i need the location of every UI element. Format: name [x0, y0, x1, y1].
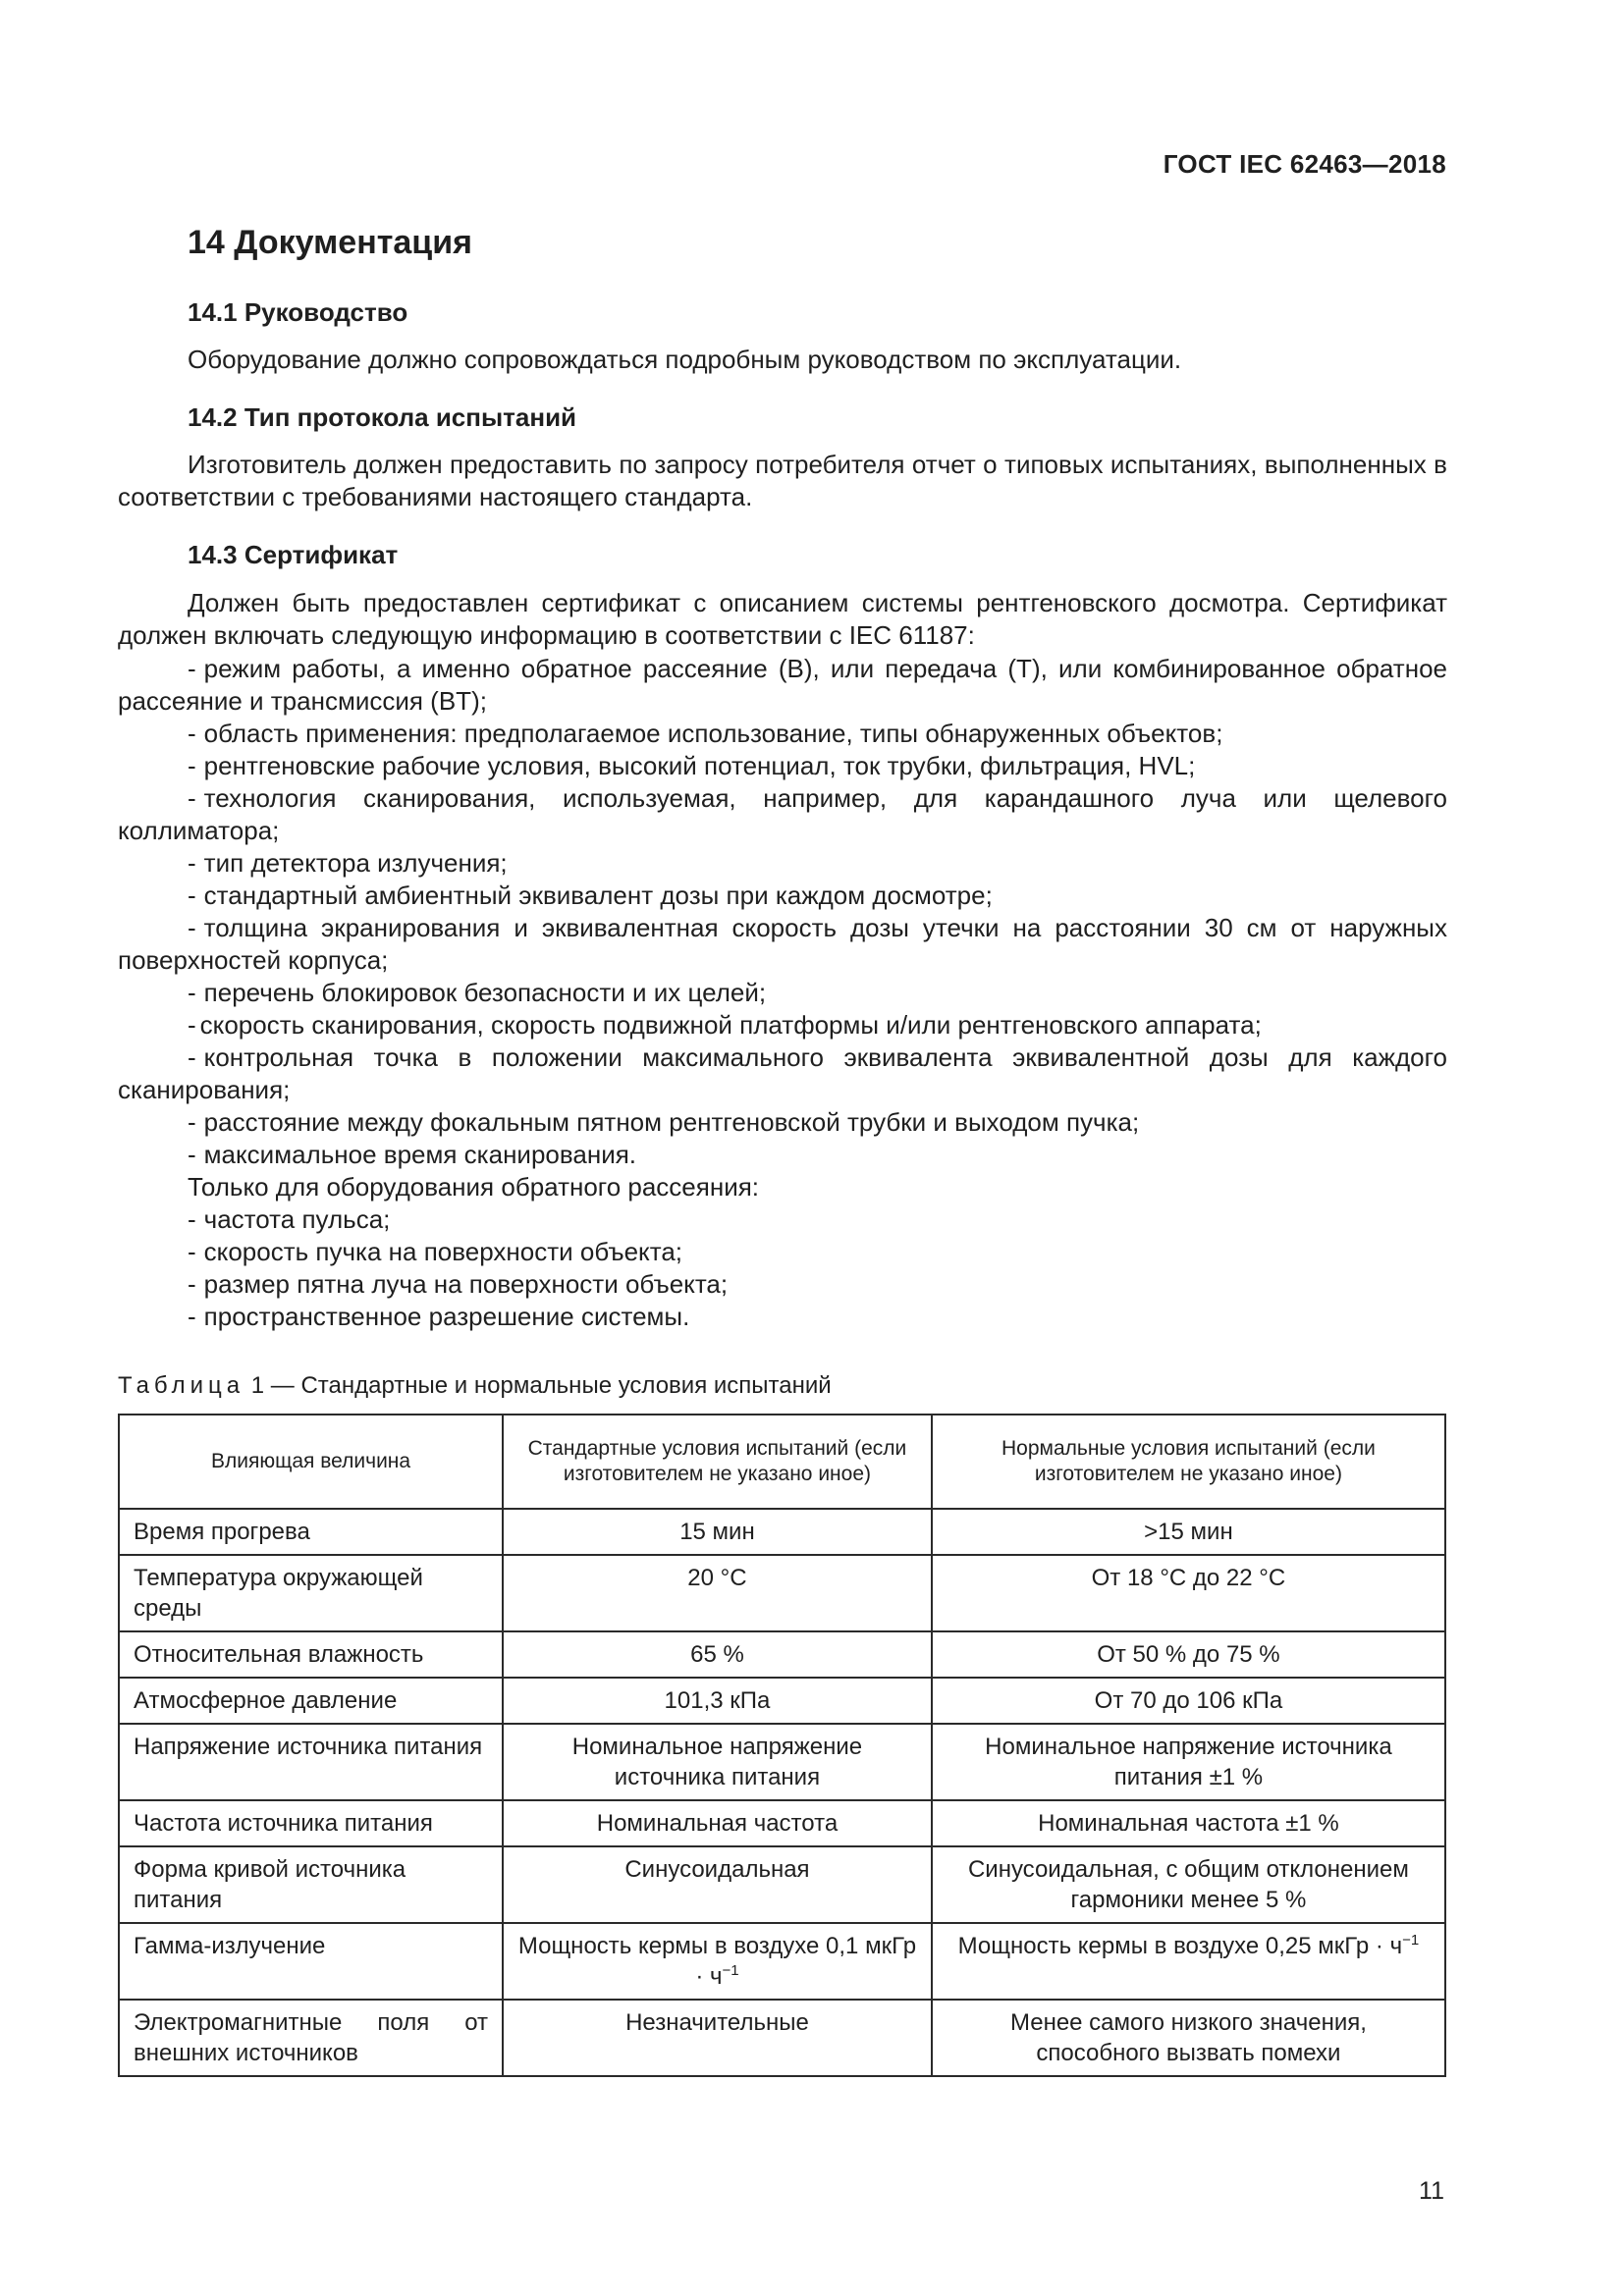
- list-item: - скорость пучка на поверхности объекта;: [188, 1237, 683, 1266]
- table-cell: Синусоидальная, с общим отклонением гармоники менее 5 %: [932, 1846, 1445, 1923]
- subsection-14-2-title: 14.2 Тип протокола испытаний: [188, 402, 577, 432]
- subsection-14-1-title: 14.1 Руководство: [188, 297, 408, 327]
- exponent: −1: [1402, 1932, 1420, 1949]
- table-cell: Напряжение источника питания: [119, 1724, 503, 1800]
- table-cell: Мощность кермы в воздухе 0,25 мкГр · $ч^{-1}$: [932, 1923, 1445, 2000]
- list-item: - область применения: предполагаемое использование, типы обнаруженных объектов;: [188, 719, 1223, 748]
- table-header-row: [119, 1415, 1445, 1509]
- exponent: −1: [722, 1962, 739, 1979]
- standard-code: ГОСТ IEC 62463—2018: [1163, 149, 1446, 179]
- table-row: [119, 1724, 1445, 1800]
- table-cell: От 70 до 106 кПа: [932, 1678, 1445, 1724]
- table-row: [119, 1631, 1445, 1678]
- table-cell: Время прогрева: [119, 1509, 503, 1555]
- list-item: - размер пятна луча на поверхности объекта;: [188, 1269, 729, 1299]
- table-cell: Атмосферное давление: [119, 1678, 503, 1724]
- list-item: - стандартный амбиентный эквивалент дозы при каждом досмотре;: [188, 881, 993, 910]
- table-row: [119, 1678, 1445, 1724]
- table-row: [119, 2000, 1445, 2076]
- table-row: [119, 1555, 1445, 1631]
- table-row: [119, 1800, 1445, 1846]
- list-item: - скорость сканирования, скорость подвижной платформы и/или рентгеновского аппарата;: [188, 1010, 1262, 1040]
- table-caption: [118, 1372, 832, 1400]
- list-item: - максимальное время сканирования.: [188, 1140, 637, 1169]
- table-cell: От 50 % до 75 %: [932, 1631, 1445, 1678]
- table-cell: >15 мин: [932, 1509, 1445, 1555]
- table-cell: Синусоидальная: [503, 1846, 932, 1923]
- subsection-14-1-text: Оборудование должно сопровождаться подробным руководством по эксплуатации.: [188, 345, 1182, 374]
- list-item: - технология сканирования, используемая, например, для карандашного луча или щелевого коллиматора;: [118, 783, 1447, 845]
- test-conditions-table: [118, 1414, 1446, 2077]
- subsection-14-3-title: 14.3 Сертификат: [188, 540, 399, 569]
- table-cell: Номинальная частота ±1 %: [932, 1800, 1445, 1846]
- list-item: - расстояние между фокальным пятном рентгеновской трубки и выходом пучка;: [188, 1107, 1140, 1137]
- table-cell: 20 °С: [503, 1555, 932, 1631]
- table-cell: Незначительные: [503, 2000, 932, 2076]
- list-item: - пространственное разрешение системы.: [188, 1302, 690, 1331]
- table-cell: 101,3 кПа: [503, 1678, 932, 1724]
- list-item: - режим работы, а именно обратное рассеяние (B), или передача (T), или комбинированное обратное рассеяние и трансмиссия (BT);: [118, 654, 1447, 716]
- table-row: [119, 1509, 1445, 1555]
- table-cell: Номинальное напряжение источника питания: [503, 1724, 932, 1800]
- subsection-14-2-text: Изготовитель должен предоставить по запросу потребителя отчет о типовых испытаниях, выполненных в соответствии с требованиями настоящего стандарта.: [118, 450, 1447, 511]
- table-cell: Менее самого низкого значения, способного вызвать помехи: [932, 2000, 1445, 2076]
- table-caption-word: Таблица: [118, 1372, 245, 1399]
- table-cell: Гамма-излучение: [119, 1923, 503, 2000]
- table-row: [119, 1923, 1445, 2000]
- certificate-info-list: [118, 653, 1447, 1333]
- list-item: - тип детектора излучения;: [188, 848, 508, 878]
- table-cell: Электромагнитные поля от внешних источников: [119, 2000, 503, 2076]
- column-header: Нормальные условия испытаний (если изготовителем не указано иное): [932, 1415, 1445, 1509]
- table-row: [119, 1846, 1445, 1923]
- section-title: 14 Документация: [188, 224, 472, 261]
- table-cell: Номинальное напряжение источника питания ±1 %: [932, 1724, 1445, 1800]
- list-item: - толщина экранирования и эквивалентная скорость дозы утечки на расстоянии 30 см от наружных поверхностей корпуса;: [118, 913, 1447, 975]
- table-cell: Форма кривой источника питания: [119, 1846, 503, 1923]
- list-item: - рентгеновские рабочие условия, высокий потенциал, ток трубки, фильтрация, HVL;: [188, 751, 1196, 780]
- subsection-14-3-intro: Должен быть предоставлен сертификат с описанием системы рентгеновского досмотра. Сертификат должен включать следующую информацию в соответствии с IEC 61187:: [118, 588, 1447, 650]
- table-cell: 65 %: [503, 1631, 932, 1678]
- column-header: Влияющая величина: [119, 1415, 503, 1509]
- list-item: - контрольная точка в положении максимального эквивалента эквивалентной дозы для каждого сканирования;: [118, 1042, 1447, 1104]
- table-cell: Мощность кермы в воздухе 0,1 мкГр · $ч^{-1}$: [503, 1923, 932, 2000]
- table-cell: От 18 °С до 22 °С: [932, 1555, 1445, 1631]
- table-cell: Частота источника питания: [119, 1800, 503, 1846]
- backscatter-label: Только для оборудования обратного рассеяния:: [188, 1172, 760, 1201]
- table-caption-text: 1 — Стандартные и нормальные условия испытаний: [250, 1372, 832, 1399]
- column-header: Стандартные условия испытаний (если изготовителем не указано иное): [503, 1415, 932, 1509]
- list-item: - частота пульса;: [188, 1204, 391, 1234]
- table-cell: Относительная влажность: [119, 1631, 503, 1678]
- table-cell: Номинальная частота: [503, 1800, 932, 1846]
- page-number: 11: [1419, 2177, 1444, 2205]
- table-cell: Температура окружающей среды: [119, 1555, 503, 1631]
- table-cell: 15 мин: [503, 1509, 932, 1555]
- list-item: - перечень блокировок безопасности и их целей;: [188, 978, 767, 1007]
